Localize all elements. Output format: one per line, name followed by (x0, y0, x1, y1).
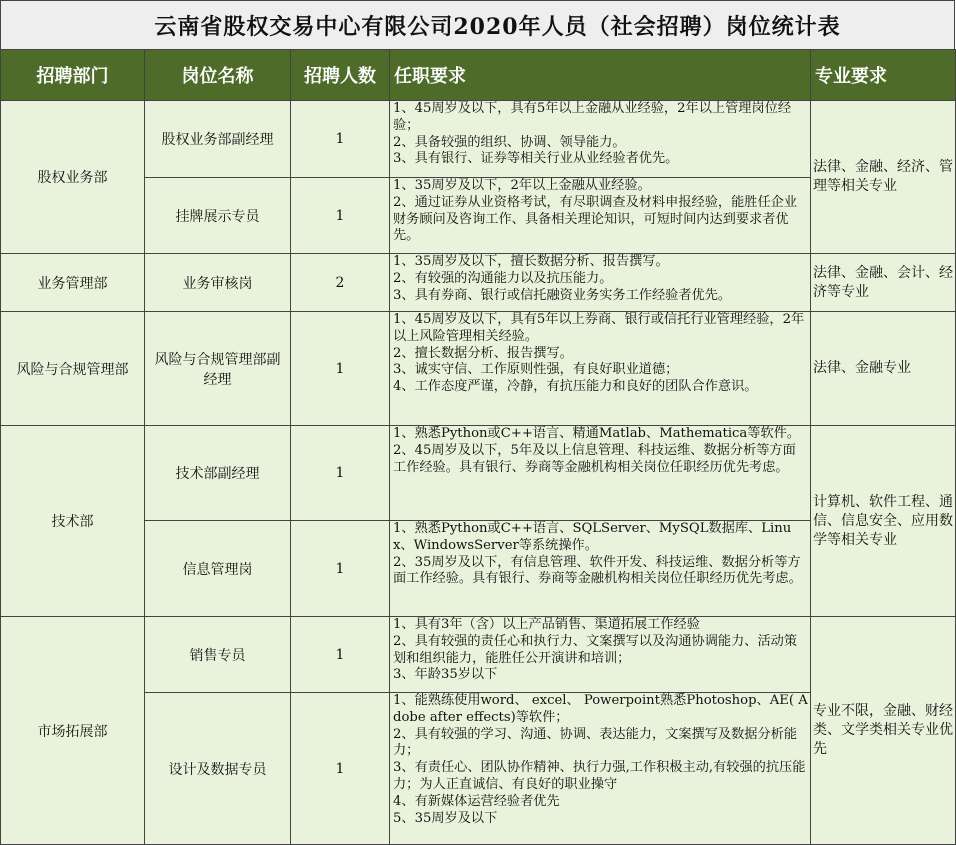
count-cell: 1 (291, 617, 390, 693)
count-cell: 1 (291, 693, 390, 845)
count-cell: 2 (291, 254, 390, 312)
header-dept: 招聘部门 (1, 50, 145, 101)
table-row (1, 617, 956, 693)
requirement-line: 3、具有券商、银行或信托融资业务实务工作经验者优先。 (393, 287, 732, 303)
table-row (1, 101, 956, 178)
requirements-cell (390, 312, 811, 426)
count-cell: 1 (291, 101, 390, 178)
requirement-line: 1、能熟练使用word、 excel、 Powerpoint熟悉Photoshop、AE( Adobe after effects)等软件； (393, 693, 808, 725)
table-row (1, 312, 956, 426)
requirements-cell (390, 101, 811, 178)
major-cell: 计算机、软件工程、通信、信息安全、应用数学等相关专业 (811, 426, 956, 617)
requirement-line: 2、35周岁及以下，有信息管理、软件开发、科技运维、数据分析等方面工作经验。具有银行、券商等金融机构相关岗位任职经历优先考虑。 (393, 554, 802, 587)
requirement-line: 5、35周岁及以下 (393, 810, 498, 826)
requirement-line: 3、诚实守信、工作原则性强，有良好职业道德； (393, 362, 679, 378)
count-cell: 1 (291, 312, 390, 426)
header-major: 专业要求 (811, 50, 956, 101)
requirement-line: 1、具有3年（含）以上产品销售、渠道拓展工作经验 (393, 617, 700, 632)
major-cell: 专业不限，金融、财经类、文学类相关专业优先 (811, 617, 956, 845)
requirement-line: 2、有较强的沟通能力以及抗压能力。 (393, 270, 613, 286)
dept-cell: 风险与合规管理部 (1, 312, 145, 426)
position-cell: 销售专员 (145, 617, 291, 693)
table-row (1, 426, 956, 521)
requirement-line: 3、年龄35岁以下 (393, 667, 498, 683)
major-cell: 法律、金融、经济、管理等相关专业 (811, 101, 956, 254)
requirement-line: 1、熟悉Python或C++语言、精通Matlab、Mathematica等软件。 (393, 426, 801, 441)
requirement-line: 2、具备较强的组织、协调、领导能力。 (393, 134, 626, 150)
requirement-line: 4、工作态度严谨，冷静，有抗压能力和良好的团队合作意识。 (393, 379, 758, 395)
count-cell: 1 (291, 178, 390, 254)
requirement-line: 3、具有银行、证券等相关行业从业经验者优先。 (393, 151, 679, 167)
requirement-line: 1、35周岁及以下，擅长数据分析、报告撰写。 (393, 254, 669, 269)
requirements-cell (390, 178, 811, 254)
requirement-line: 1、45周岁及以下，具有5年以上金融从业经验，2年以上管理岗位经验； (393, 101, 792, 133)
requirement-line: 2、通过证券从业资格考试，有尽职调查及材料申报经验，能胜任企业财务顾问及咨询工作、具备相关理论知识，可短时间内达到要求者优先。 (393, 194, 798, 244)
header-row (1, 50, 956, 101)
requirement-line: 1、熟悉Python或C++语言、SQLServer、MySQL数据库、Linux、WindowsServer等系统操作。 (393, 521, 792, 553)
position-cell: 设计及数据专员 (145, 693, 291, 845)
header-position: 岗位名称 (145, 50, 291, 101)
requirement-line: 1、35周岁及以下，2年以上金融从业经验。 (393, 178, 651, 193)
requirement-line: 2、具有较强的责任心和执行力、文案撰写以及沟通协调能力、活动策划和组织能力，能胜任公开演讲和培训； (393, 633, 798, 666)
requirement-line: 2、具有较强的学习、沟通、协调、表达能力，文案撰写及数据分析能力； (393, 726, 798, 759)
dept-cell: 业务管理部 (1, 254, 145, 312)
header-requirements: 任职要求 (390, 50, 811, 101)
major-cell: 法律、金融专业 (811, 312, 956, 426)
position-cell: 业务审核岗 (145, 254, 291, 312)
positions-table (0, 49, 956, 845)
requirements-cell (390, 617, 811, 693)
requirements-cell (390, 254, 811, 312)
requirement-line: 4、有新媒体运营经验者优先 (393, 793, 560, 809)
requirements-cell (390, 521, 811, 617)
table-row (1, 254, 956, 312)
requirement-line: 3、有责任心、团队协作精神、执行力强,工作积极主动,有较强的抗压能力；为人正直诚信、有良好的职业操守 (393, 760, 806, 792)
position-cell: 挂牌展示专员 (145, 178, 291, 254)
position-cell: 信息管理岗 (145, 521, 291, 617)
dept-cell: 技术部 (1, 426, 145, 617)
requirements-cell (390, 693, 811, 845)
count-cell: 1 (291, 521, 390, 617)
requirement-line: 2、45周岁及以下，5年及以上信息管理、科技运维、数据分析等方面工作经验。具有银行、券商等金融机构相关岗位任职经历优先考虑。 (393, 442, 796, 475)
requirement-line: 2、擅长数据分析、报告撰写。 (393, 345, 573, 361)
dept-cell: 股权业务部 (1, 101, 145, 254)
position-cell: 风险与合规管理部副经理 (145, 312, 291, 426)
requirement-line: 1、45周岁及以下，具有5年以上券商、银行或信托行业管理经验，2年以上风险管理相关经验。 (393, 312, 805, 344)
requirements-cell (390, 426, 811, 521)
sheet-title: 云南省股权交易中心有限公司2020年人员（社会招聘）岗位统计表 (0, 0, 955, 49)
position-cell: 股权业务部副经理 (145, 101, 291, 178)
header-count: 招聘人数 (291, 50, 390, 101)
position-cell: 技术部副经理 (145, 426, 291, 521)
major-cell: 法律、金融、会计、经济等专业 (811, 254, 956, 312)
count-cell: 1 (291, 426, 390, 521)
dept-cell: 市场拓展部 (1, 617, 145, 845)
